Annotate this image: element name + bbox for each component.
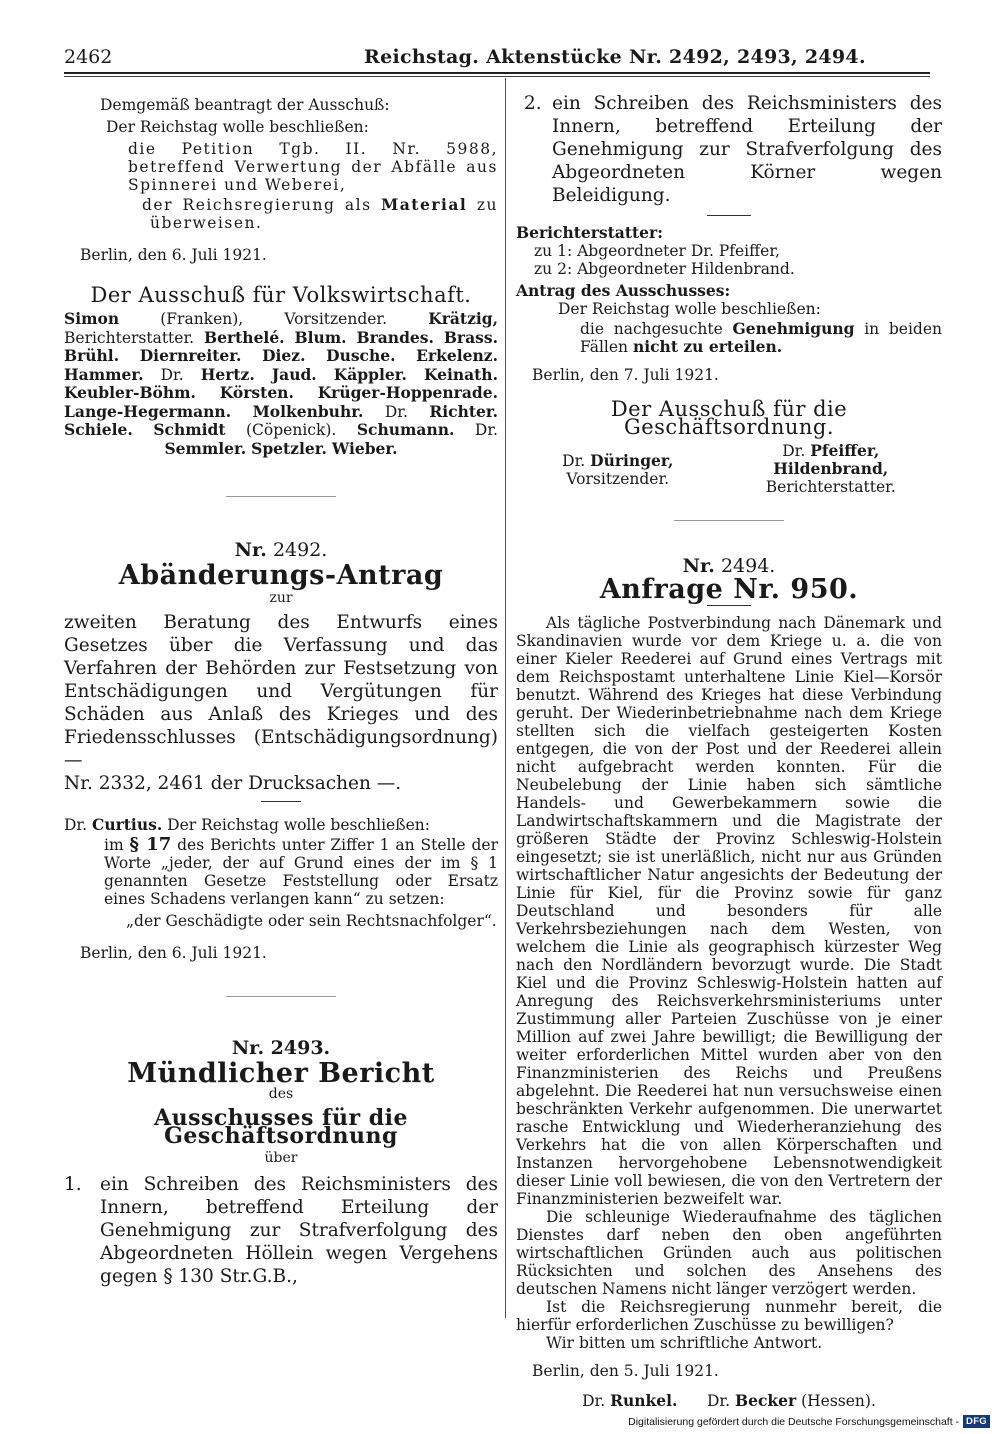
committee-title: Der Ausschuß für Volkswirtschaft. [90,283,472,307]
petition-text: die Petition Tgb. II. Nr. 5988, betreffend Verwertung der Abfälle aus Spinnerei und Weberei, [128,140,498,194]
header-rule [64,72,930,74]
running-header [64,44,930,74]
document-2494 [516,557,942,1410]
document-ueber: über [264,1150,298,1166]
column-divider [505,78,506,1318]
committee-member: Berthelé. [204,327,285,347]
date-line: Berlin, den 6. Juli 1921. [80,246,267,264]
member-note [133,421,154,439]
member-note [255,366,272,384]
page-number: 2462 [64,46,113,68]
motion-label: Antrag des Ausschusses: [516,281,731,300]
motion-resolve: Der Reichstag wolle beschließen: [558,300,821,318]
list-item: 1. ein Schreiben des Reichsministers des Innern, betreffend Erteilung der Genehmigung zur Strafverfolgung des Abgeordneten Höllein wegen Vergehens gegen § 130 Str.G.B., [64,1174,498,1287]
inquiry-paragraph: Als tägliche Postverbindung nach Dänemark und Skandinavien wurde vor dem Kriege u. a. die von einer Kieler Reederei auf Grund eines Vertrags mit dem Reichspostamt unterhaltene Linie Kiel—Korsör benutzt. Während des Krieges hat diese Verbindung geruht. Der Wiederinbetriebnahme nach dem Kriege stellten sich die vielfach gesteigerten Kosten entgegen, die von der Post und der Reederei allein nicht aufgebracht werden konnten. Für die Neubelebung der Linie haben sich sämtliche Handels- und Gewerbekammern sowie die Landwirtschaftskammern und die Magistrate der größeren Städte der Provinz Schleswig-Holstein eingesetzt; sie ist unerläßlich, nicht nur aus Gründen wirtschaftlicher Natur angesichts der Bedeutung der Linie für Kiel, für die Provinz sowie für ganz Deutschland und besonders für alle Verkehrsbeziehungen nach dem Westen, von welchem die Linie als geographisch kürzester Weg nach den Nordländern bevorzugt wurde. Die Stadt Kiel und die Provinz Schleswig-Holstein hatten auf Anregung des Reichsverkehrsministeriums unter Zustimmung aller Parteien Zuschüsse von je einer Million auf zwei Jahre bewilligt; die Bewilligung der weiter erforderlichen Mittel wurden aber von den Finanzministerien des Reichs und Preußens abgelehnt. Die Reederei hat nun versuchsweise einen beschränkten Verkehr aufgenommen. Die unerwartet rasche Entwicklung und Wiederheranziehung des Verkehrs hat die von allen Körperschaften und Instanzen hervorgehobene Lebensnotwendigkeit dieser Linie voll bewiesen, die von den Vertretern der Finanzministerien bezweifelt war. [516,614,942,1208]
member-note: (Cöpenick). [225,421,357,439]
committee-member: Brass. [443,327,498,347]
member-note: Berichterstatter. [64,328,205,347]
document-des: des [268,1086,294,1102]
petition-motion [64,96,498,264]
committee-member: Brühl. [64,346,120,365]
committee-member: Hammer. [64,364,144,384]
committee-member: Krätzig, [428,309,498,328]
member-note: Dr. [363,402,430,421]
short-rule [707,605,751,606]
motion-intro: Demgemäß beantragt der Ausschuß: [100,96,390,114]
committee-member: Erkelenz. [416,346,498,365]
document-title: Anfrage Nr. 950. [599,574,859,605]
committee-member: Krüger-Hoppenrade. [317,383,498,402]
date-line: Berlin, den 6. Juli 1921. [80,944,267,962]
motion-resolve: Der Reichstag wolle beschließen: [106,118,369,136]
committee-member: Richter. [429,401,498,421]
document-references: Nr. 2332, 2461 der Drucksachen —. [64,773,402,794]
committee-title: Der Ausschuß für die Geschäftsordnung. [610,397,848,439]
signatures [516,442,942,496]
committee-member: Wieber. [331,438,398,458]
credit-text: Digitalisierung gefördert durch die Deutsche Forschungsgemeinschaft - [628,1415,960,1428]
date-line: Berlin, den 7. Juli 1921. [532,366,719,384]
inquiry-request: Wir bitten um schriftliche Antwort. [546,1334,823,1352]
dfg-logo-icon: DFG [963,1415,990,1428]
member-note: (Franken), Vorsitzender. [119,310,429,328]
committee-member: Blum. [294,327,347,347]
document-number: Nr. 2494. [682,555,776,577]
member-note [317,366,334,384]
reporter-1: zu 1: Abgeordneter Dr. Pfeiffer, [534,242,780,260]
committee-member: Keinath. [423,364,498,384]
document-zur: zur [269,590,293,606]
signature-chair: Dr. Düringer, Vorsitzender. [562,451,674,488]
committee-members [64,310,498,458]
member-note [294,384,318,402]
committee-member: Dusche. [326,346,396,365]
committee-member: Brandes. [356,327,434,347]
member-note [231,403,252,421]
document-title: Mündlicher Bericht [127,1058,435,1089]
short-rule [707,215,751,216]
transfer-text: der Reichsregierung als Material zu überweisen. [142,195,498,232]
committee-member: Molkenbuhr. [252,401,364,421]
member-note [305,347,326,365]
list-item: 2. ein Schreiben des Reichsministers des Innern, betreffend Erteilung der Genehmigung zur Strafverfolgung des Abgeordneten Körner wegen Beleidigung. [524,93,942,206]
member-note [347,329,357,347]
left-column [64,88,498,1288]
short-rule [261,801,301,802]
reporters-label: Berichterstatter: [516,223,663,242]
document-number: Nr. 2493. [231,1037,331,1059]
signatories: Dr. Runkel. Dr. Becker (Hessen). [582,1391,876,1410]
reporter-2: zu 2: Abgeordneter Hildenbrand. [534,260,795,278]
member-note [196,384,220,402]
member-note: Dr. [454,421,498,439]
committee-member: Semmler. [164,438,247,458]
document-title: Abänderungs-Antrag [118,560,444,591]
committee-member: Diez. [262,346,306,365]
committee-member: Jaud. [271,364,317,384]
document-2492 [64,541,498,962]
committee-member: Körsten. [219,383,294,402]
mover-line: Dr. Curtius. Der Reichstag wolle beschließen: [64,815,430,834]
member-note [119,347,140,365]
committee-member: Simon [64,309,120,328]
committee-member: Schiele. [64,420,133,439]
member-note [396,347,417,365]
committee-member: Lange-Hegermann. [64,401,232,421]
document-subject: zweiten Beratung des Entwurfs eines Gesetzes über die Verfassung und das Verfahren der Behörden zur Festsetzung von Entschädigungen und Vergütungen für Schäden aus Anlaß des Krieges und des Friedensschlusses (Entschädigungsordnung) — [64,612,498,771]
committee-member: Spetzler. [251,438,327,458]
document-2493 [64,1039,498,1288]
member-note [241,347,262,365]
date-line: Berlin, den 5. Juli 1921. [532,1362,719,1380]
committee-member: Schmidt [153,420,226,439]
member-note [407,366,424,384]
inquiry-paragraph: Die schleunige Wiederaufnahme des täglichen Dienstes darf neben den oben angeführten wirtschaftlichen Gründen auch aus politischen Rücksichten und solchen des Ansehens des deutschen Namens nicht länger verzögert werden. [516,1208,942,1298]
signature-reporters: Dr. Pfeiffer, Hildenbrand, Berichterstatter. [765,441,896,496]
motion-text: die nachgesuchte Genehmigung in beiden Fällen nicht zu erteilen. [580,319,942,356]
member-note [434,329,444,347]
header-rule-thin [64,76,930,77]
member-note: Dr. [143,365,201,384]
running-title: Reichstag. Aktenstücke Nr. 2492, 2493, 2494. [364,46,866,68]
document-subtitle: Ausschusses für die Geschäftsordnung [154,1105,408,1149]
committee-member: Diernreiter. [139,346,242,365]
committee-member: Schumann. [356,420,455,439]
committee-member: Keubler-Böhm. [64,383,196,402]
committee-member: Käppler. [333,364,407,384]
amendment-text: im § 17 des Berichts unter Ziffer 1 an Stelle der Worte „jeder, der auf Grund eines der im § 1 genannten Gesetze Feststellung oder Ersatz eines Schadens verlangen kann“ zu setzen: [104,834,498,908]
committee-member: Hertz. [200,364,255,384]
replacement-text: „der Geschädigte oder sein Rechtsnachfolger“. [126,912,497,930]
member-note [285,329,295,347]
inquiry-question: Ist die Reichsregierung nunmehr bereit, die hierfür erforderlichen Zuschüsse zu bewilligen? [516,1298,942,1334]
digitization-credit [628,1415,990,1428]
document-number: Nr. 2492. [234,539,328,561]
right-column [516,92,942,1410]
